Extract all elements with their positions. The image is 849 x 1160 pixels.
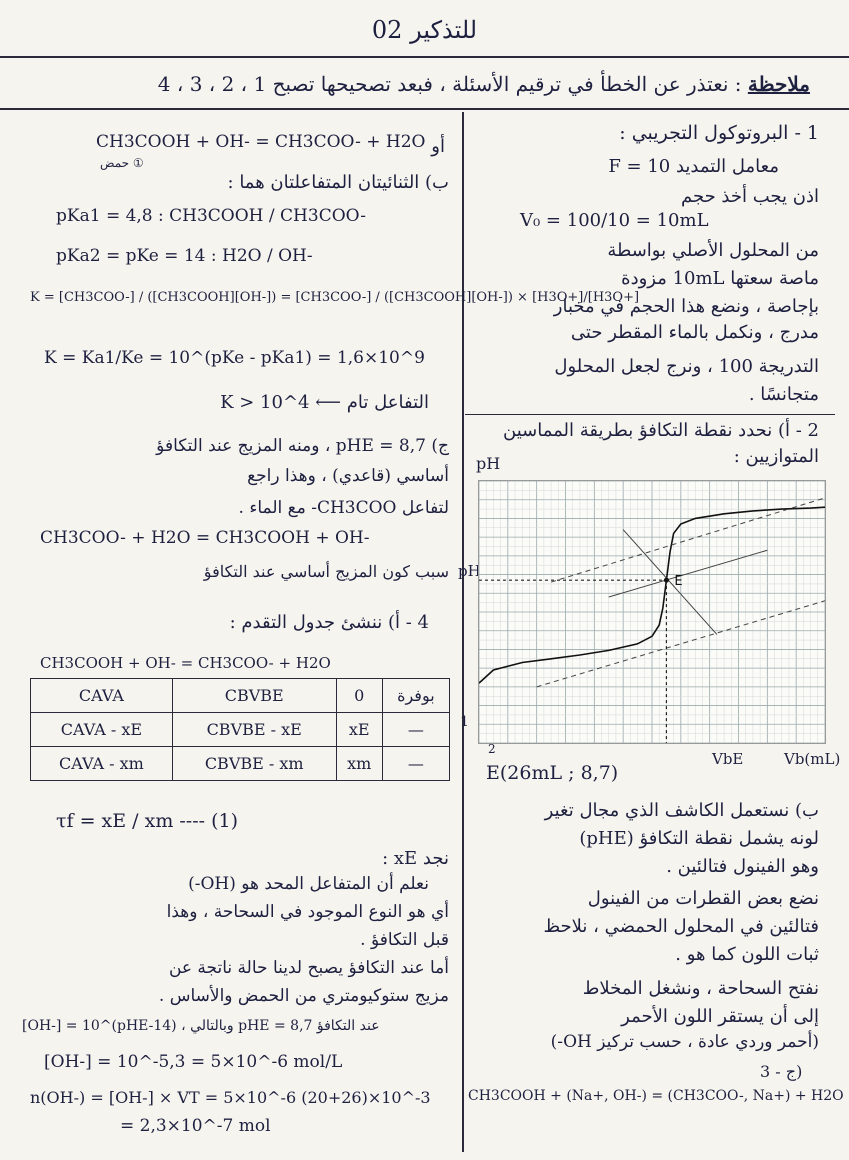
oh-value: [OH-] = 10^-5,3 = 5×10^-6 mol/L [44, 1052, 343, 1072]
table-cell: CBVBE - xm [172, 747, 336, 781]
p4-line: إلى أن يستقر اللون الأحمر [621, 1006, 819, 1027]
hydrolysis-equation: CH3COO- + H2O = CH3COOH + OH- [40, 528, 370, 548]
dilution-factor: معامل التمديد F = 10 [608, 156, 779, 177]
p2-line: ب) نستعمل الكاشف الذي مجال تغير [544, 800, 819, 821]
p1-line: ماصة سعتها 10mL مزودة [621, 268, 819, 289]
reaction-equation: CH3COOH + OH- = CH3COO- + H2O [96, 132, 426, 152]
table-cell: CBVBE - xE [172, 713, 336, 747]
p-line: قبل التكافؤ . [360, 930, 449, 950]
p2-line: مزيج ستوكيومتري من الحمض والأساس . [158, 986, 449, 1006]
p1-line: التدريجة 100 ، ونرج لجعل المحلول [554, 356, 819, 377]
find-xe: نجد xE : [382, 848, 449, 869]
oh-expression: [OH-] = 10^(pHE-14) ، وبالتالي pHE = 8,7 عند التكافؤ [22, 1018, 380, 1034]
p3-line: نضع بعض القطرات من الفينول [587, 888, 819, 909]
q3-equation: CH3COOH + (Na+, OH-) = (CH3COO-, Na+) + H2O [468, 1088, 844, 1104]
equivalence-point: E(26mL ; 8,7) [486, 762, 619, 784]
tau-expression: τf = xE / xm ---- (1) [56, 810, 239, 832]
p2-line: لونه يشمل نقطة التكافؤ (pHE) [579, 828, 819, 849]
c-line: ج) pHE = 8,7 ، ومنه المزيج عند التكافؤ [156, 436, 449, 456]
or-word: أو [431, 136, 445, 157]
table-cell: — [382, 713, 449, 747]
chart-phe-label: pHE [458, 562, 492, 580]
table-row [31, 679, 450, 713]
table-row [31, 747, 450, 781]
p4-line: نفتح السحاحة ، ونشغل المخلاط [582, 978, 819, 999]
table-eq-part: = CH3COO- [180, 654, 274, 672]
k-value: K = Ka1/Ke = 10^(pKe - pKa1) = 1,6×10^9 [44, 348, 425, 368]
table-cell: بوفرة [382, 679, 449, 713]
table-eq-part: CH3COOH [40, 654, 124, 672]
column-divider [462, 112, 464, 1152]
b-title: ب) الثنائيتان المتفاعلتان هما : [227, 172, 449, 193]
p1-line: مدرج ، ونكمل بالماء المقطر حتى [570, 322, 819, 343]
table-eq-part: + OH- [128, 654, 176, 672]
chart-y-label: pH [476, 454, 501, 473]
chart-vbe-label: VbE [712, 750, 744, 768]
table-cell: xE [336, 713, 382, 747]
take-volume: اذن يجب أخذ حجم [680, 186, 819, 207]
table-cell: CAVA - xE [31, 713, 173, 747]
note-text: : نعتذر عن الخطأ في ترقيم الأسئلة ، فبعد تصحيحها تصبح 1 ، 2 ، 3 ، 4 [157, 72, 742, 96]
note-label: ملاحظة [747, 72, 810, 96]
p4-line: (أحمر وردي عادة ، حسب تركيز OH-) [550, 1032, 819, 1052]
acid-note: حمض ① [100, 156, 144, 170]
chart-two-label: 2 [488, 742, 496, 756]
pka1-line: pKa1 = 4,8 : CH3COOH / CH3COO- [56, 206, 366, 226]
note-divider [0, 108, 849, 110]
p2-line: وهو الفينول فتالئين . [666, 856, 819, 877]
table-eq-part: + H2O [278, 654, 331, 672]
chart-one-label: 1 [460, 714, 469, 730]
q4-title: 4 - أ) ننشئ جدول التقدم : [229, 612, 429, 633]
correction-note [50, 64, 810, 104]
titration-chart [478, 480, 826, 744]
c-line: أساسي (قاعدي) ، وهذا راجع [247, 466, 449, 486]
table-cell: — [382, 747, 449, 781]
table-cell: xm [336, 747, 382, 781]
c-line: لتفاعل CH3COO- مع الماء . [238, 498, 449, 518]
perpendicular-line [623, 530, 717, 635]
p3-line: ثبات اللون كما هو . [675, 944, 819, 965]
p-line: أي هو النوع الموجود في السحاحة ، وهذا [166, 902, 449, 922]
equivalence-point-label: E [674, 574, 683, 590]
cause-line: سبب كون المزيج أساسي عند التكافؤ [203, 562, 449, 581]
q2-title: 2 - أ) نحدد نقطة التكافؤ بطريقة المماسين [503, 420, 819, 441]
table-cell: CAVA - xm [31, 747, 173, 781]
q3-label: 3 - ج) [760, 1062, 803, 1081]
table-cell: CAVA [31, 679, 173, 713]
p1-line: من المحلول الأصلي بواسطة [607, 240, 819, 261]
k-expression: K = [CH3COO-] / ([CH3COOH][OH-]) = [CH3COO-] / ([CH3COOH][OH-]) × [H3O+]/[H3O+] [30, 290, 640, 305]
advancement-table [30, 678, 450, 781]
v0-equation: V₀ = 100/10 = 10mL [520, 210, 709, 231]
p3-line: فتالئين في المحلول الحمضي ، نلاحظ [543, 916, 819, 937]
q1-title: 1 - البروتوكول التجريبي : [619, 122, 819, 144]
chart-vb-label: Vb(mL) [784, 750, 841, 768]
table-cell: CBVBE [172, 679, 336, 713]
p-line: نعلم أن المتفاعل المحد هو (OH-) [188, 874, 429, 894]
equivalence-marker [664, 578, 669, 583]
n-expression: n(OH-) = [OH-] × VT = 5×10^-6 (20+26)×10^-3 [30, 1088, 431, 1107]
title-divider [0, 56, 849, 58]
p2-line: أما عند التكافؤ يصبح لدينا حالة ناتجة عن [168, 958, 449, 978]
p1-line: بإجاصة ، ونضع هذا الحجم في مخبار [553, 296, 819, 317]
table-row [31, 713, 450, 747]
q-divider [465, 414, 835, 415]
table-equation [40, 654, 331, 672]
q2-subtitle: المتوازيين : [733, 446, 819, 467]
page-title: للتذكير 02 [371, 16, 478, 44]
n-value: = 2,3×10^-7 mol [120, 1116, 271, 1136]
pka2-line: pKa2 = pKe = 14 : H2O / OH- [56, 246, 313, 266]
table-cell: 0 [336, 679, 382, 713]
total-reaction: التفاعل تام ⟵ K > 10^4 [220, 392, 429, 413]
p1-line: متجانسًا . [748, 384, 819, 405]
